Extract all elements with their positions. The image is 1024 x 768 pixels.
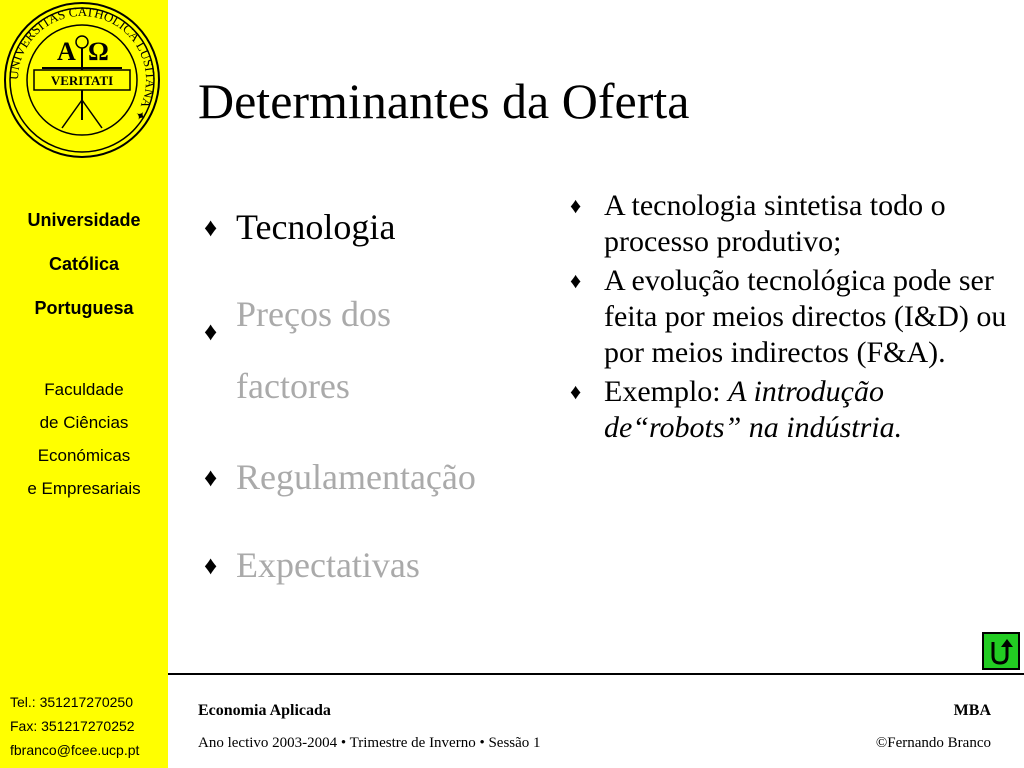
return-arrow-icon: [984, 634, 1018, 668]
faculty-line-4: e Empresariais: [27, 479, 141, 498]
diamond-bullet-icon: ♦: [204, 213, 218, 242]
detail-example-emphasis: A introdução de“robots” na indústria.: [604, 375, 903, 444]
svg-text:UNIVERSITAS CATHOLICA LUSITANA: UNIVERSITAS CATHOLICA LUSITANA ✦: [5, 3, 159, 125]
footer-session: Ano lectivo 2003-2004 • Trimestre de Inverno • Sessão 1: [198, 735, 541, 751]
diamond-bullet-icon: ♦: [204, 317, 218, 346]
diamond-bullet-icon: ♦: [570, 193, 582, 218]
diamond-bullet-icon: ♦: [570, 379, 582, 404]
detail-text: A tecnologia sintetisa todo o processo produtivo;: [604, 189, 946, 258]
sidebar: [0, 0, 168, 768]
contact-fax: Fax: 351217270252: [10, 718, 135, 734]
university-name-line-3: Portuguesa: [34, 298, 134, 318]
university-name-line-1: Universidade: [27, 210, 141, 230]
detail-bullet-list: [564, 188, 1014, 449]
diamond-bullet-icon: ♦: [204, 551, 218, 580]
topic-item-precos: [204, 296, 466, 422]
footer-author: ©Fernando Branco: [875, 735, 991, 751]
faculty-line-2: de Ciências: [39, 413, 129, 432]
contact-email[interactable]: fbranco@fcee.ucp.pt: [10, 742, 140, 758]
footer-course: Economia Aplicada: [198, 702, 331, 719]
footer-divider: [168, 673, 1024, 675]
topic-label: Tecnologia: [236, 207, 396, 247]
contact-phone: Tel.: 351217270250: [10, 694, 133, 710]
university-seal-logo: [2, 0, 162, 160]
slide-title: Determinantes da Oferta: [198, 73, 690, 129]
diamond-bullet-icon: ♦: [204, 463, 218, 492]
detail-item: [564, 188, 1014, 260]
topic-item-tecnologia: [204, 206, 395, 248]
return-nav-button[interactable]: [982, 632, 1020, 670]
topic-item-expectativas: [204, 544, 420, 586]
detail-item: [564, 374, 1014, 446]
svg-text:A: A: [57, 37, 76, 66]
topic-label: Expectativas: [236, 545, 420, 585]
diamond-bullet-icon: ♦: [570, 268, 582, 293]
faculty-line-1: Faculdade: [44, 380, 124, 399]
footer-program: MBA: [953, 702, 991, 719]
svg-text:VERITATI: VERITATI: [50, 73, 114, 88]
svg-text:Ω: Ω: [88, 37, 109, 66]
topic-item-regulamentacao: [204, 456, 476, 498]
detail-text: A evolução tecnológica pode ser feita por meios directos (I&D) ou por meios indirectos (F&A).: [604, 264, 1007, 369]
detail-text: Exemplo:: [604, 375, 729, 408]
topic-label: Regulamentação: [236, 457, 476, 497]
topic-label: Preços dos factores: [236, 294, 391, 406]
detail-item: [564, 263, 1014, 371]
faculty-line-3: Económicas: [37, 446, 131, 465]
university-name-line-2: Católica: [48, 254, 120, 274]
